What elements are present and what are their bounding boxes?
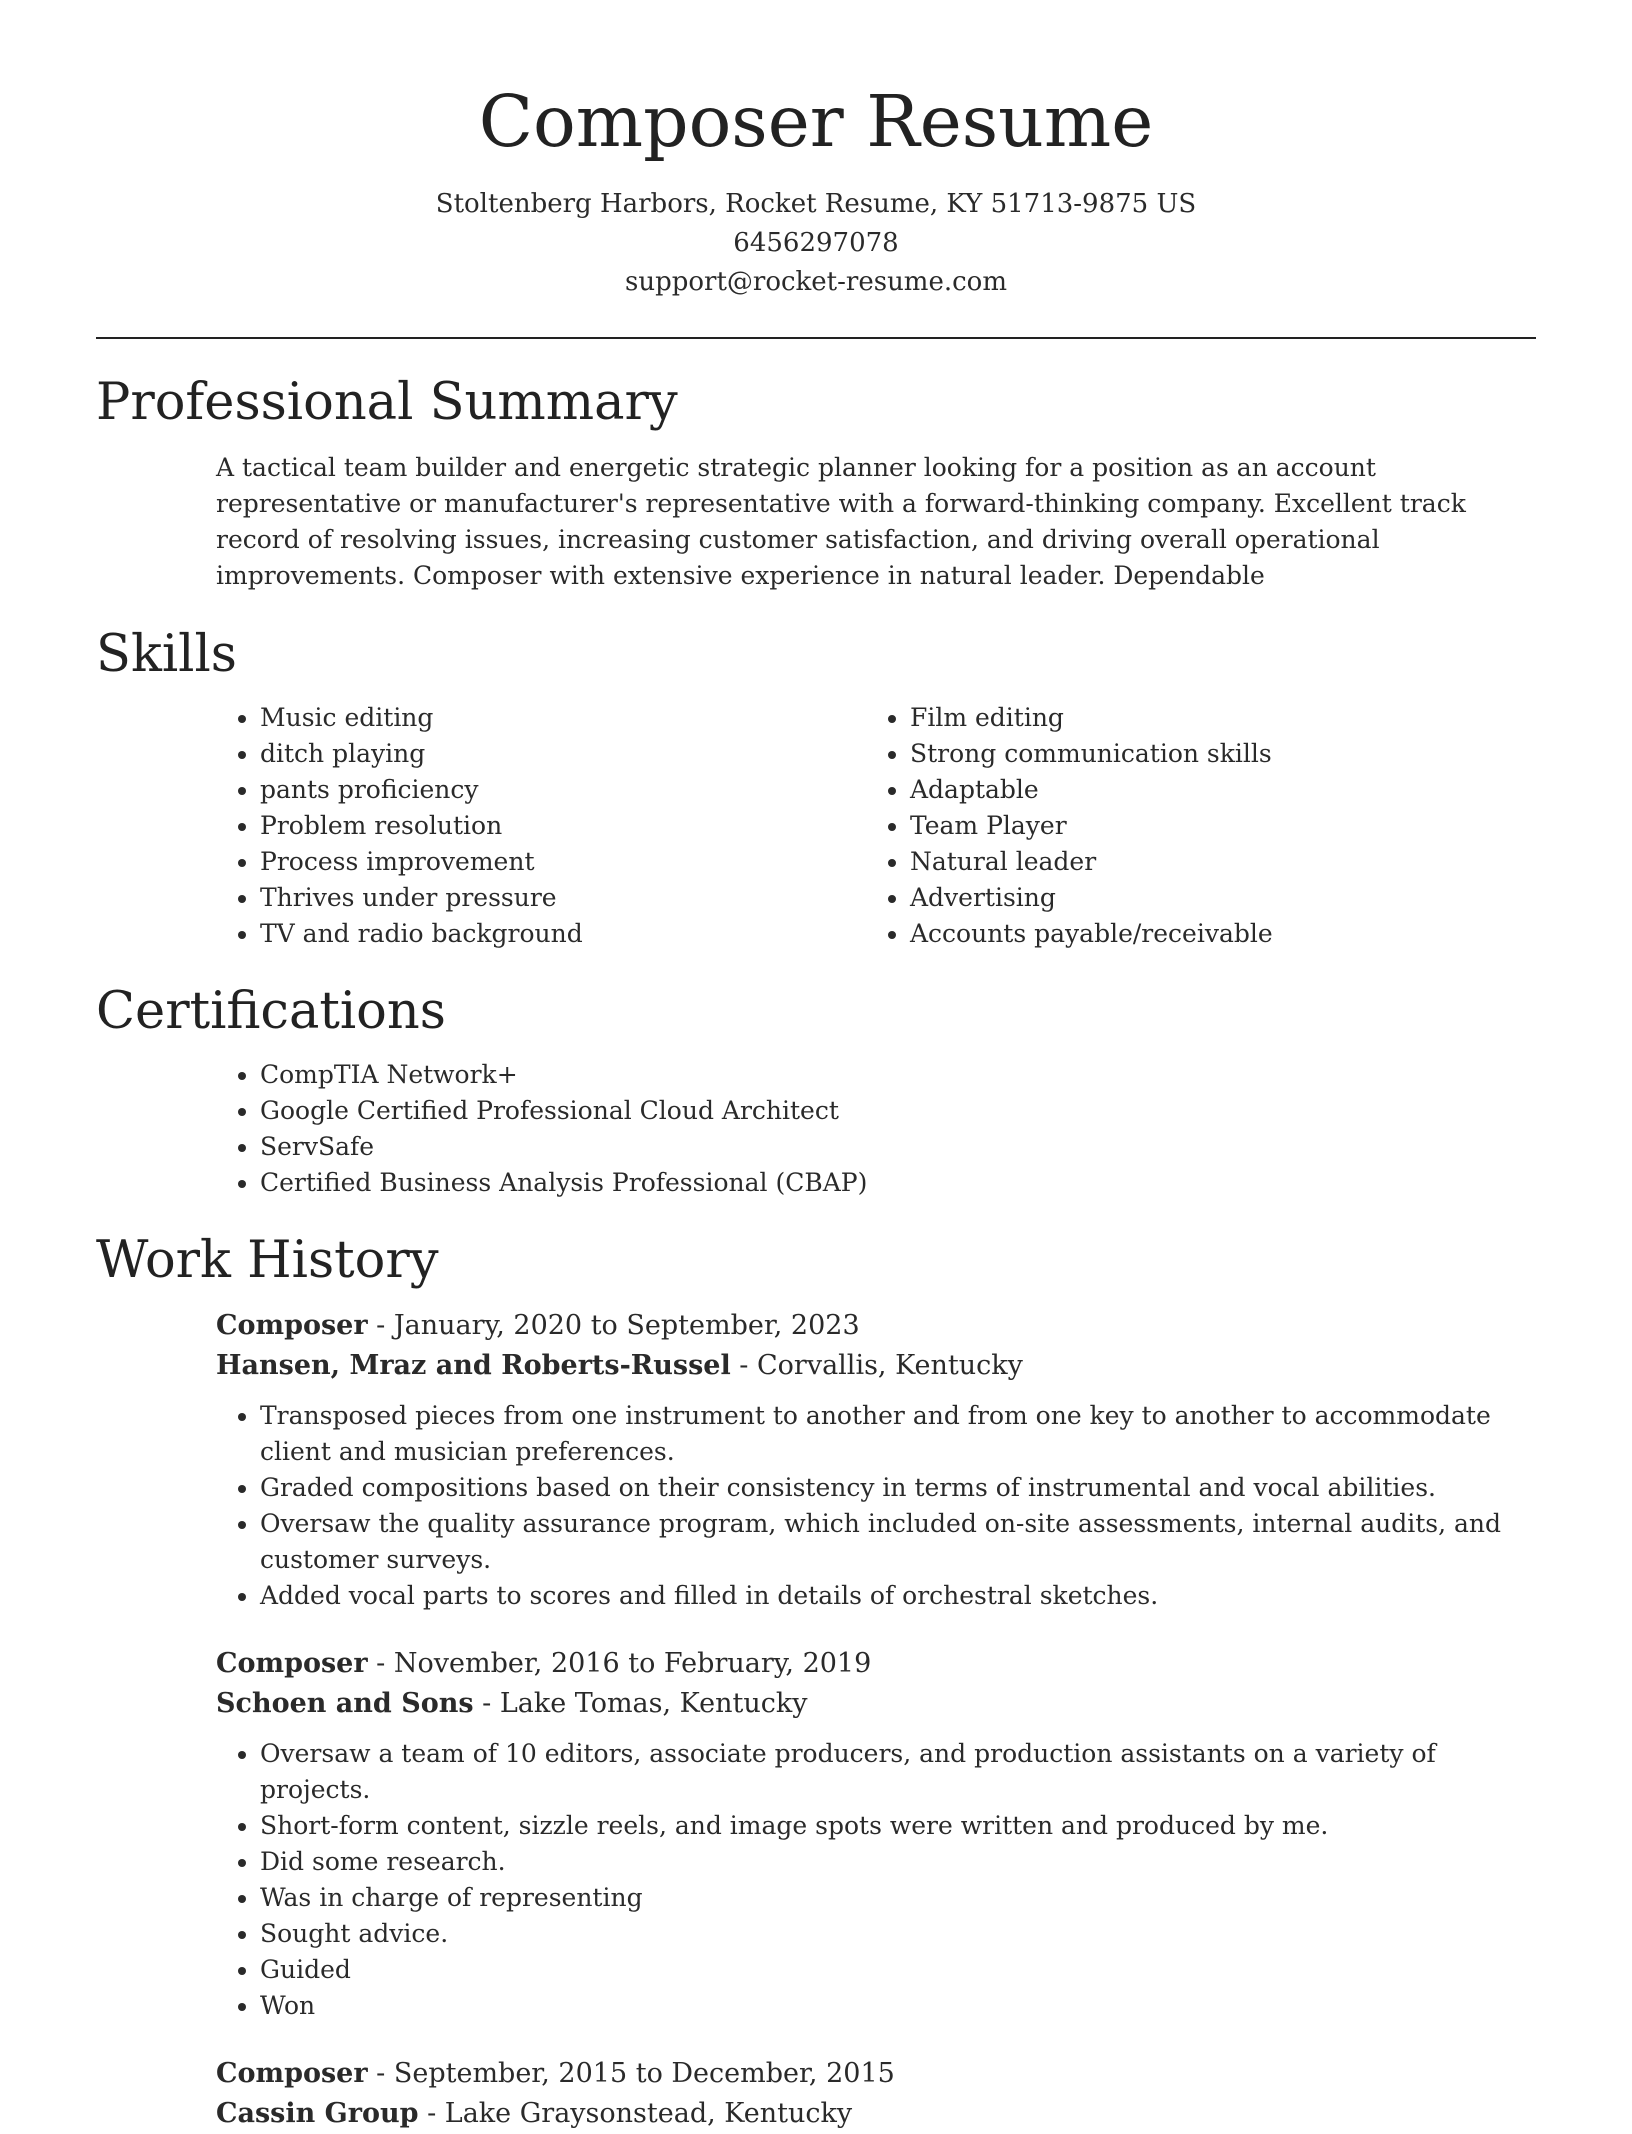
job-location: Corvallis, Kentucky (757, 1350, 1023, 1381)
list-item: • ServSafe (260, 1129, 1536, 1165)
list-item: • Guided (260, 1952, 1536, 1988)
list-item: • Problem resolution (260, 808, 866, 844)
job-title-line (216, 1306, 1536, 1346)
summary-section (96, 373, 1536, 594)
job-dates: January, 2020 to September, 2023 (393, 1310, 860, 1341)
list-item: • Short-form content, sizzle reels, and image spots were written and produced by me. (260, 1808, 1536, 1844)
job-entry (216, 1306, 1536, 1614)
job-entry (216, 2054, 1536, 2134)
job-dates: September, 2015 to December, 2015 (393, 2058, 895, 2089)
job-location: Lake Graysonstead, Kentucky (444, 2098, 853, 2129)
contact-email: support@rocket-resume.com (624, 267, 1007, 297)
list-item: • Natural leader (910, 844, 1516, 880)
list-item: • Won (260, 1988, 1536, 2024)
list-item: • Process improvement (260, 844, 866, 880)
list-item: • Film editing (910, 700, 1516, 736)
job-title-line (216, 1644, 1536, 1684)
list-item: • Transposed pieces from one instrument to another and from one key to another to accommodate client and musician preferences. (260, 1398, 1536, 1470)
job-company: Hansen, Mraz and Roberts-Russel (216, 1350, 731, 1381)
certifications-list (216, 1057, 1536, 1201)
list-item: • CompTIA Network+ (260, 1057, 1536, 1093)
resume-header (96, 0, 1536, 302)
separator: - (473, 1688, 500, 1719)
list-item: • Advertising (910, 880, 1516, 916)
work-history-heading: Work History (96, 1231, 439, 1290)
list-item: • Team Player (910, 808, 1516, 844)
job-company-line (216, 2094, 1536, 2134)
job-role: Composer (216, 1648, 368, 1679)
separator: - (367, 1648, 394, 1679)
job-company: Schoen and Sons (216, 1688, 474, 1719)
header-divider (96, 337, 1536, 339)
job-entry (216, 1644, 1536, 2024)
skills-heading: Skills (96, 625, 237, 684)
work-history-section (96, 1231, 1536, 2134)
job-company-line (216, 1346, 1536, 1386)
separator: - (367, 2058, 394, 2089)
skills-columns (216, 700, 1536, 952)
list-item: • Thrives under pressure (260, 880, 866, 916)
skills-list-left (216, 700, 866, 952)
list-item: • Google Certified Professional Cloud Architect (260, 1093, 1536, 1129)
separator: - (730, 1350, 757, 1381)
summary-text: A tactical team builder and energetic strategic planner looking for a position as an account representative or manufacturer's representative with a forward-thinking company. Excellent track record of resolving issues, increasing customer satisfaction, and driving overall operational improvements. Composer with extensive experience in natural leader. Dependable (216, 453, 1466, 590)
job-company: Cassin Group (216, 2098, 419, 2129)
job-role: Composer (216, 2058, 368, 2089)
list-item: • Graded compositions based on their consistency in terms of instrumental and vocal abilities. (260, 1470, 1536, 1506)
list-item: • Adaptable (910, 772, 1516, 808)
resume-title: Composer Resume (478, 80, 1154, 163)
list-item: • Oversaw a team of 10 editors, associate producers, and production assistants on a variety of projects. (260, 1736, 1536, 1808)
job-bullets (216, 1398, 1536, 1614)
list-item: • Did some research. (260, 1844, 1536, 1880)
job-location: Lake Tomas, Kentucky (499, 1688, 808, 1719)
contact-phone: 6456297078 (733, 228, 899, 258)
job-company-line (216, 1684, 1536, 1724)
list-item: • Music editing (260, 700, 866, 736)
job-bullets (216, 1736, 1536, 2024)
separator: - (418, 2098, 445, 2129)
list-item: • pants proficiency (260, 772, 866, 808)
certifications-section (96, 982, 1536, 1201)
list-item: • ditch playing (260, 736, 866, 772)
contact-address: Stoltenberg Harbors, Rocket Resume, KY 51713-9875 US (435, 189, 1197, 219)
list-item: • Added vocal parts to scores and filled in details of orchestral sketches. (260, 1578, 1536, 1614)
list-item: • Certified Business Analysis Professional (CBAP) (260, 1165, 1536, 1201)
list-item: • Sought advice. (260, 1916, 1536, 1952)
job-title-line (216, 2054, 1536, 2094)
list-item: • Accounts payable/receivable (910, 916, 1516, 952)
skills-list-right (866, 700, 1516, 952)
job-role: Composer (216, 1310, 368, 1341)
skills-section (96, 625, 1536, 952)
list-item: • Strong communication skills (910, 736, 1516, 772)
list-item: • TV and radio background (260, 916, 866, 952)
contact-block (96, 185, 1536, 302)
list-item: • Was in charge of representing (260, 1880, 1536, 1916)
certifications-heading: Certifications (96, 982, 446, 1041)
separator: - (367, 1310, 394, 1341)
summary-heading: Professional Summary (96, 373, 678, 432)
resume-page (96, 0, 1536, 2134)
job-dates: November, 2016 to February, 2019 (393, 1648, 872, 1679)
list-item: • Oversaw the quality assurance program, which included on-site assessments, internal audits, and customer surveys. (260, 1506, 1536, 1578)
